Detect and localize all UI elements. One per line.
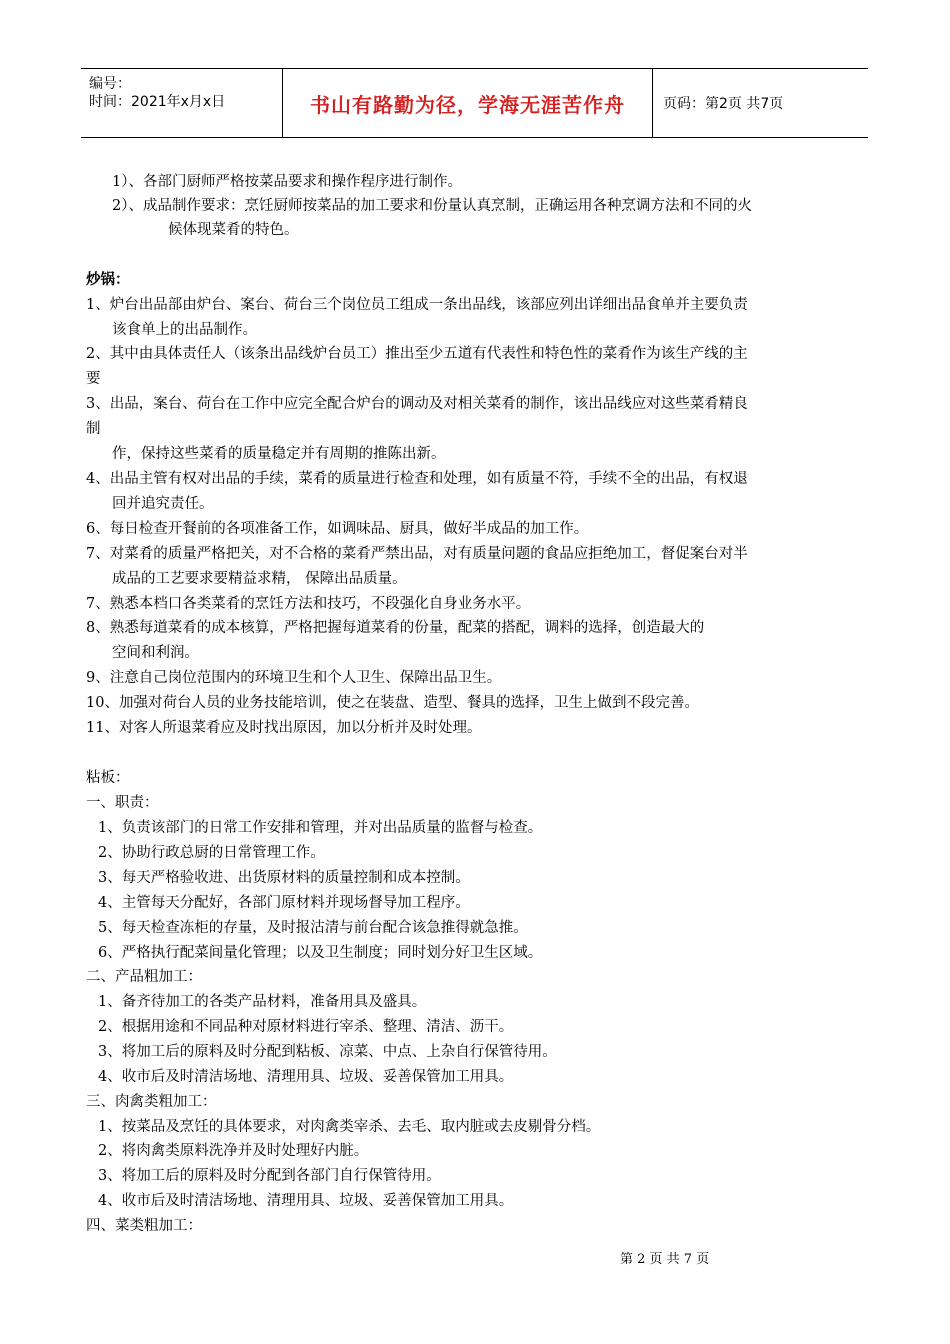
body-line: 4、出品主管有权对出品的手续，菜肴的质量进行检查和处理，如有质量不符，手续不全的出品，有权退 [86, 471, 748, 487]
header-page-info: 页码：第2页 共7页 [663, 96, 784, 112]
body-line: 空间和利润。 [112, 645, 199, 661]
body-line: 2、协助行政总厨的日常管理工作。 [98, 845, 325, 861]
body-line: 3、出品，案台、荷台在工作中应完全配合炉台的调动及对相关菜肴的制作，该出品线应对这些菜肴精良 [86, 396, 748, 412]
body-line: 4、收市后及时清洁场地、清理用具、垃圾、妥善保管加工用具。 [98, 1193, 514, 1209]
subsection-title: 二、产品粗加工： [86, 969, 202, 985]
subsection-title: 四、菜类粗加工： [86, 1218, 202, 1234]
header-motto: 书山有路勤为径，学海无涯苦作舟 [282, 69, 653, 137]
body-line: 9、注意自己岗位范围内的环境卫生和个人卫生、保障出品卫生。 [86, 670, 502, 686]
body-line: 2、将肉禽类原料洗净并及时处理好内脏。 [98, 1143, 369, 1159]
body-line: 4、主管每天分配好，各部门原材料并现场督导加工程序。 [98, 895, 470, 911]
header-meta [81, 69, 282, 137]
body-line: 11、对客人所退菜肴应及时找出原因，加以分析并及时处理。 [86, 720, 482, 736]
body-line: 该食单上的出品制作。 [112, 322, 257, 338]
body-line: 1）、各部门厨师严格按菜品要求和操作程序进行制作。 [112, 174, 462, 190]
body-line: 8、熟悉每道菜肴的成本核算，严格把握每道菜肴的份量，配菜的搭配，调料的选择，创造最大的 [86, 620, 705, 636]
body-line: 7、熟悉本档口各类菜肴的烹饪方法和技巧，不段强化自身业务水平。 [86, 596, 531, 612]
page-header [81, 68, 868, 138]
body-line: 成品的工艺要求要精益求精， 保障出品质量。 [112, 571, 407, 587]
body-line: 7、对菜肴的质量严格把关，对不合格的菜肴严禁出品，对有质量问题的食品应拒绝加工，督促案台对半 [86, 546, 748, 562]
body-line: 候体现菜肴的特色。 [168, 222, 299, 238]
body-line: 1、按菜品及烹饪的具体要求，对肉禽类宰杀、去毛、取内脏或去皮剔骨分档。 [98, 1119, 601, 1135]
body-line: 2、其中由具体责任人（该条出品线炉台员工）推出至少五道有代表性和特色性的菜肴作为该生产线的主 [86, 346, 748, 362]
body-line: 6、严格执行配菜间量化管理；以及卫生制度；同时划分好卫生区域。 [98, 945, 543, 961]
body-line: 回并追究责任。 [112, 496, 214, 512]
subsection-title: 三、肉禽类粗加工： [86, 1094, 217, 1110]
body-line: 6、每日检查开餐前的各项准备工作，如调味品、厨具，做好半成品的加工作。 [86, 521, 589, 537]
body-line: 2、根据用途和不同品种对原材料进行宰杀、整理、清洁、沥干。 [98, 1019, 514, 1035]
body-line: 3、每天严格验收进、出货原材料的质量控制和成本控制。 [98, 870, 470, 886]
body-line: 1、备齐待加工的各类产品材料，准备用具及盛具。 [98, 994, 427, 1010]
body-line: 10、加强对荷台人员的业务技能培训，使之在装盘、造型、餐具的选择，卫生上做到不段完善。 [86, 695, 699, 711]
body-line: 2）、成品制作要求：烹饪厨师按菜品的加工要求和份量认真烹制，正确运用各种烹调方法和不同的火 [112, 198, 752, 214]
body-line: 5、每天检查冻柜的存量，及时报沽清与前台配合该急推得就急推。 [98, 920, 528, 936]
body-line: 制 [86, 421, 101, 437]
body-line: 4、收市后及时清洁场地、清理用具、垃圾、妥善保管加工用具。 [98, 1069, 514, 1085]
body-line: 3、将加工后的原料及时分配到各部门自行保管待用。 [98, 1168, 441, 1184]
page-footer: 第 2 页 共 7 页 [620, 1252, 710, 1267]
body-line: 作，保持这些菜肴的质量稳定并有周期的推陈出新。 [112, 446, 446, 462]
subsection-title: 一、职责： [86, 795, 159, 811]
body-line: 1、负责该部门的日常工作安排和管理，并对出品质量的监督与检查。 [98, 820, 543, 836]
body-line: 3、将加工后的原料及时分配到粘板、凉菜、中点、上杂自行保管待用。 [98, 1044, 557, 1060]
section-title: 粘板： [86, 770, 130, 786]
body-line: 1、炉台出品部由炉台、案台、荷台三个岗位员工组成一条出品线，该部应列出详细出品食单并主要负责 [86, 297, 748, 313]
number-label: 编号： [89, 76, 131, 92]
section-title: 炒锅： [86, 271, 130, 288]
body-line: 要 [86, 371, 101, 387]
time-label: 时间：2021年x月x日 [89, 94, 226, 110]
